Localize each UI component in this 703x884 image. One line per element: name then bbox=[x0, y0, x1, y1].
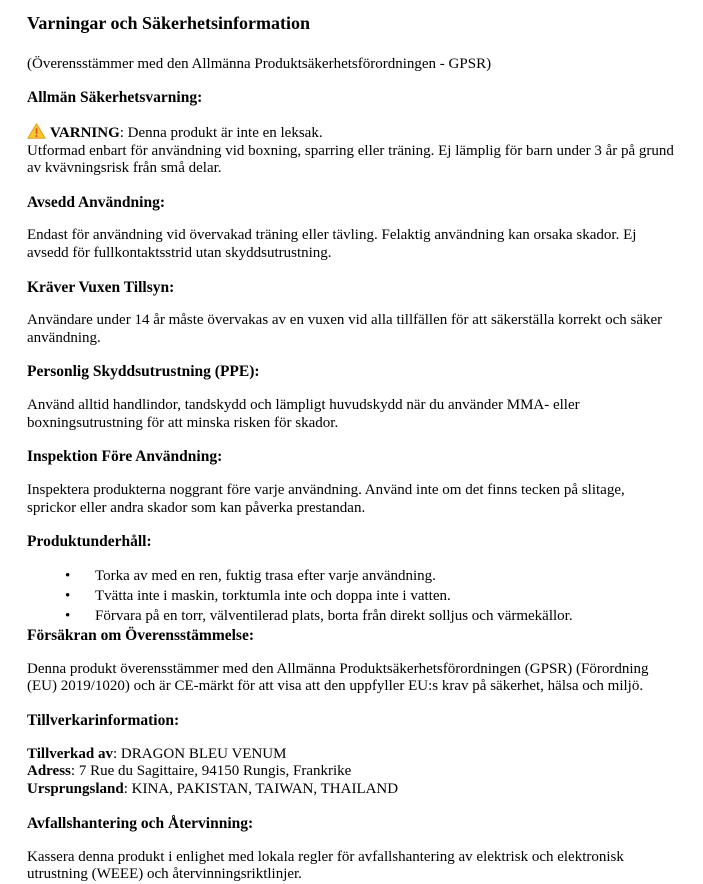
general-warning-body: Utformad enbart för användning vid boxning, sparring eller träning. Ej lämplig för barn under 3 år på grund av kvävningsrisk från små delar. bbox=[27, 142, 674, 177]
origin-label: Ursprungsland bbox=[27, 781, 124, 798]
page-title: Varningar och Säkerhetsinformation bbox=[27, 13, 311, 33]
heading-ppe: Personlig Skyddsutrustning (PPE): bbox=[27, 363, 260, 381]
heading-conformity: Försäkran om Överensstämmelse: bbox=[27, 627, 255, 645]
list-item: • Tvätta inte i maskin, torktumla inte och doppa inte i vatten. bbox=[65, 587, 677, 605]
warning-label: VARNING bbox=[50, 124, 120, 141]
list-item: • Förvara på en torr, välventilerad plats, borta från direkt solljus och värmekällor. bbox=[65, 607, 677, 625]
heading-adult-supervision: Kräver Vuxen Tillsyn: bbox=[27, 278, 175, 296]
intended-use-body: Endast för användning vid övervakad träning eller tävling. Felaktig användning kan orsaka skador. Ej avsedd för fullkontaktsstrid utan skyddsutrustning. bbox=[27, 227, 637, 261]
disposal-body: Kassera denna produkt i enlighet med lokala regler för avfallshantering av elektrisk och elektronisk utrustning (WEEE) och återvinningsriktlinjer. bbox=[27, 848, 624, 883]
made-by-label: Tillverkad av bbox=[27, 745, 113, 762]
ppe-body: Använd alltid handlindor, tandskydd och lämpligt huvudskydd när du använder MMA- eller boxningsutrustning för att minska risken för skador. bbox=[27, 397, 580, 431]
made-by-value: : DRAGON BLEU VENUM bbox=[113, 745, 287, 762]
address-value: : 7 Rue du Sagittaire, 94150 Rungis, Frankrike bbox=[70, 763, 352, 780]
conformity-body: Denna produkt överensstämmer med den Allmänna Produktsäkerhetsförordningen (GPSR) (Förordning (EU) 2019/1020) och är CE-märkt för att visa att den uppfyller EU:s krav på säkerhet, hälsa och miljö. bbox=[27, 660, 649, 695]
general-warning-block bbox=[27, 123, 677, 178]
heading-general-warning: Allmän Säkerhetsvarning: bbox=[27, 89, 203, 107]
list-item: • Torka av med en ren, fuktig trasa efter varje användning. bbox=[65, 567, 677, 585]
document-subtitle: (Överensstämmer med den Allmänna Produktsäkerhetsförordningen - GPSR) bbox=[27, 55, 492, 72]
maintenance-list bbox=[27, 567, 677, 625]
manufacturer-info-block bbox=[27, 746, 677, 799]
heading-maintenance: Produktunderhåll: bbox=[27, 533, 152, 551]
heading-inspection: Inspektion Före Användning: bbox=[27, 448, 223, 466]
warning-text: : Denna produkt är inte en leksak. bbox=[119, 124, 323, 141]
origin-value: : KINA, PAKISTAN, TAIWAN, THAILAND bbox=[123, 781, 399, 798]
warning-triangle-icon bbox=[27, 123, 46, 139]
heading-manufacturer: Tillverkarinformation: bbox=[27, 711, 180, 729]
heading-intended-use: Avsedd Användning: bbox=[27, 193, 165, 211]
inspection-body: Inspektera produkterna noggrant före varje användning. Använd inte om det finns tecken på slitage, sprickor eller andra skador som kan påverka prestandan. bbox=[27, 482, 625, 516]
heading-disposal: Avfallshantering och Återvinning: bbox=[27, 814, 254, 832]
adult-supervision-body: Användare under 14 år måste övervakas av en vuxen vid alla tillfällen för att säkerställa korrekt och säker användning. bbox=[27, 312, 663, 346]
address-label: Adress bbox=[27, 763, 71, 780]
